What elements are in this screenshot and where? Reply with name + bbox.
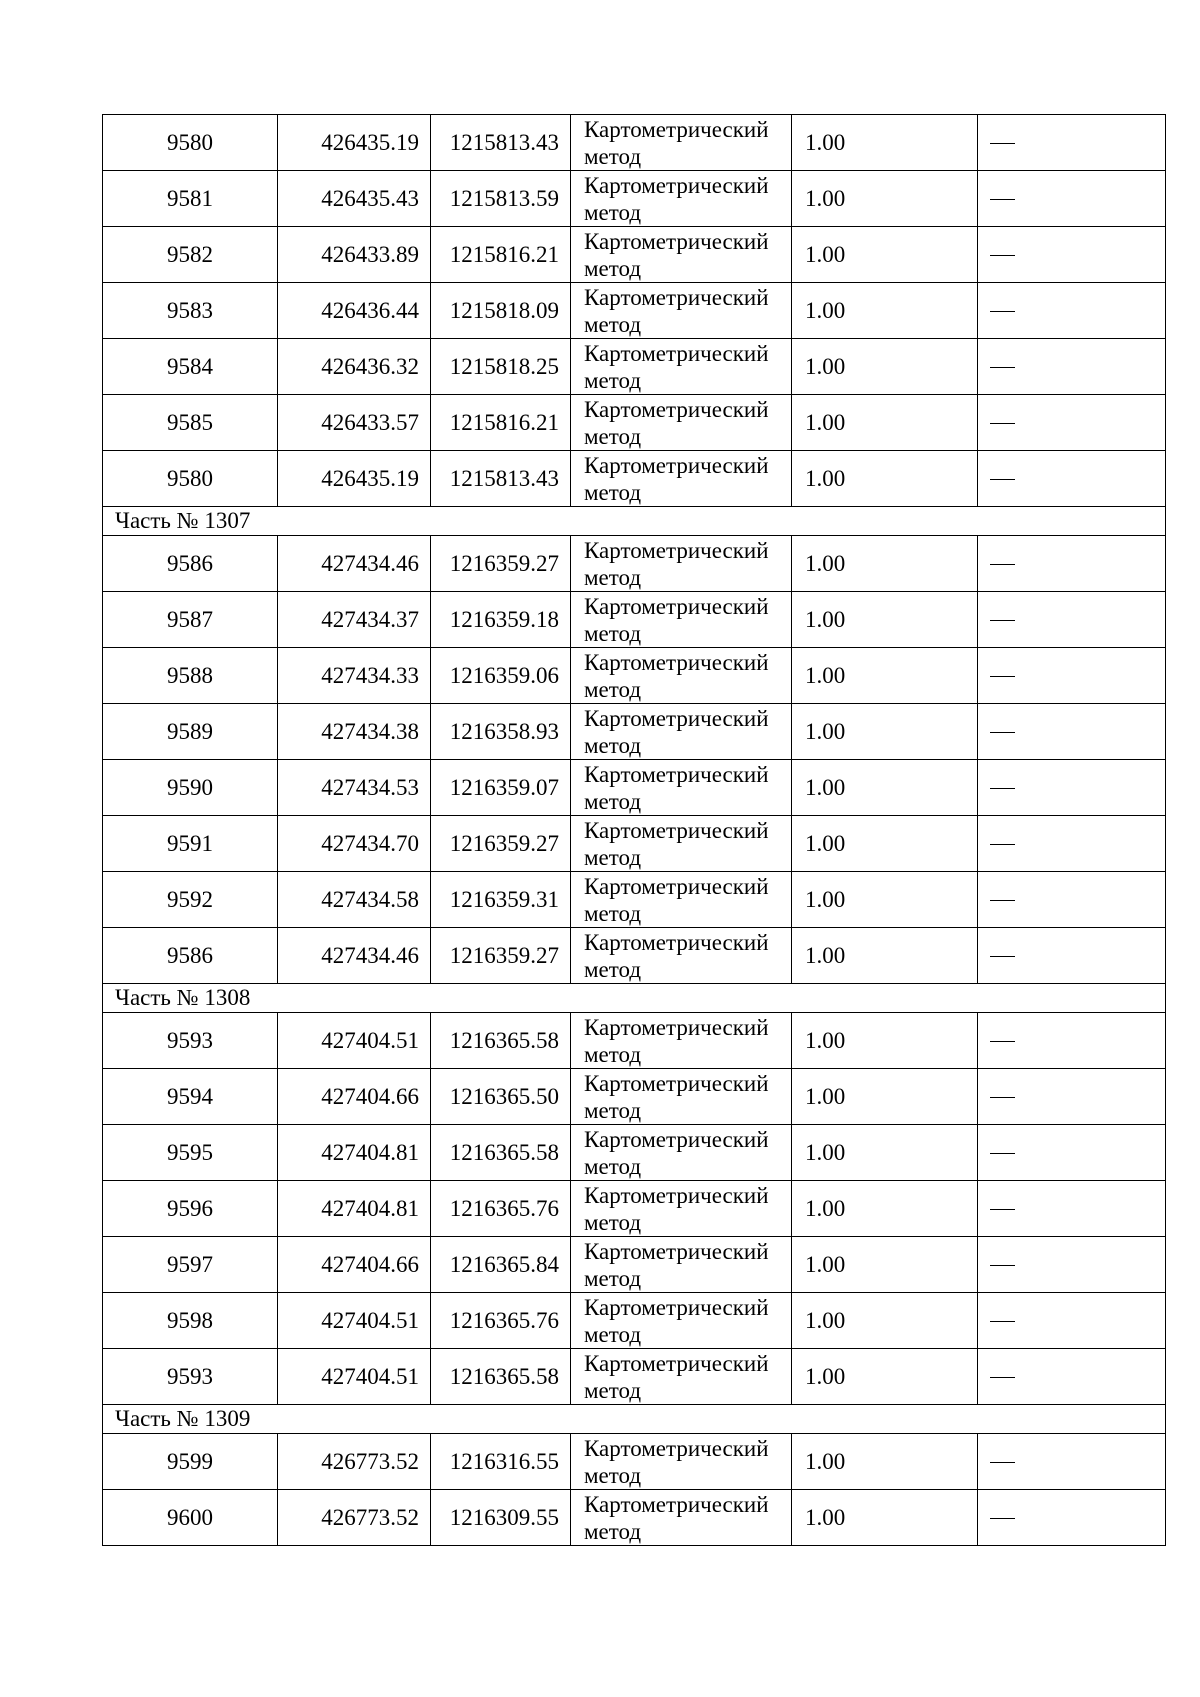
description-cell	[978, 395, 1166, 451]
x-coordinate-cell: 427434.46	[278, 536, 431, 592]
x-coordinate-cell: 427434.70	[278, 816, 431, 872]
method-label-line2: метод	[584, 1097, 642, 1123]
point-number-cell: 9590	[103, 760, 278, 816]
method-label-line1: Картометрический	[584, 1014, 769, 1040]
description-dash	[990, 1377, 1015, 1378]
method-cell	[571, 1349, 792, 1405]
description-cell	[978, 928, 1166, 984]
description-dash	[990, 255, 1015, 256]
description-cell	[978, 1293, 1166, 1349]
method-label-line1: Картометрический	[584, 1491, 769, 1517]
method-label-line2: метод	[584, 620, 642, 646]
method-label-line1: Картометрический	[584, 705, 769, 731]
description-cell	[978, 1490, 1166, 1546]
method-cell	[571, 115, 792, 171]
description-dash	[990, 1041, 1015, 1042]
point-number-cell: 9586	[103, 928, 278, 984]
y-coordinate-cell: 1215818.25	[431, 339, 571, 395]
point-number-cell: 9587	[103, 592, 278, 648]
description-cell	[978, 592, 1166, 648]
description-cell	[978, 283, 1166, 339]
method-label-line2: метод	[584, 1462, 642, 1488]
method-cell	[571, 648, 792, 704]
method-label-line2: метод	[584, 956, 642, 982]
description-dash	[990, 1518, 1015, 1519]
y-coordinate-cell: 1215813.43	[431, 451, 571, 507]
accuracy-cell: 1.00	[792, 816, 978, 872]
x-coordinate-cell: 427434.58	[278, 872, 431, 928]
x-coordinate-cell: 426773.52	[278, 1490, 431, 1546]
table-row	[103, 1434, 1166, 1490]
method-cell	[571, 283, 792, 339]
accuracy-cell: 1.00	[792, 1293, 978, 1349]
accuracy-cell: 1.00	[792, 227, 978, 283]
method-cell	[571, 1181, 792, 1237]
accuracy-cell: 1.00	[792, 115, 978, 171]
section-header-row	[103, 507, 1166, 536]
description-cell	[978, 1237, 1166, 1293]
x-coordinate-cell: 427434.53	[278, 760, 431, 816]
method-cell	[571, 227, 792, 283]
accuracy-cell: 1.00	[792, 451, 978, 507]
section-header-row	[103, 984, 1166, 1013]
method-cell	[571, 339, 792, 395]
method-label-line1: Картометрический	[584, 116, 769, 142]
method-label-line2: метод	[584, 255, 642, 281]
x-coordinate-cell: 427434.46	[278, 928, 431, 984]
description-cell	[978, 760, 1166, 816]
y-coordinate-cell: 1216359.27	[431, 536, 571, 592]
method-label-line2: метод	[584, 1377, 642, 1403]
table-row	[103, 395, 1166, 451]
method-label-line2: метод	[584, 676, 642, 702]
x-coordinate-cell: 427404.66	[278, 1237, 431, 1293]
method-label-line2: метод	[584, 844, 642, 870]
point-number-cell: 9595	[103, 1125, 278, 1181]
description-dash	[990, 367, 1015, 368]
description-dash	[990, 423, 1015, 424]
table-row	[103, 1069, 1166, 1125]
table-row	[103, 1293, 1166, 1349]
description-cell	[978, 536, 1166, 592]
point-number-cell: 9600	[103, 1490, 278, 1546]
method-cell	[571, 816, 792, 872]
description-cell	[978, 1013, 1166, 1069]
x-coordinate-cell: 427404.51	[278, 1293, 431, 1349]
x-coordinate-cell: 427404.51	[278, 1013, 431, 1069]
method-cell	[571, 1237, 792, 1293]
method-label-line2: метод	[584, 564, 642, 590]
description-dash	[990, 676, 1015, 677]
accuracy-cell: 1.00	[792, 760, 978, 816]
table-row	[103, 592, 1166, 648]
x-coordinate-cell: 426435.19	[278, 115, 431, 171]
point-number-cell: 9583	[103, 283, 278, 339]
method-label-line2: метод	[584, 1153, 642, 1179]
y-coordinate-cell: 1216365.58	[431, 1013, 571, 1069]
description-dash	[990, 956, 1015, 957]
y-coordinate-cell: 1216365.76	[431, 1293, 571, 1349]
accuracy-cell: 1.00	[792, 339, 978, 395]
method-label-line2: метод	[584, 423, 642, 449]
y-coordinate-cell: 1216365.76	[431, 1181, 571, 1237]
method-cell	[571, 536, 792, 592]
accuracy-cell: 1.00	[792, 648, 978, 704]
description-cell	[978, 1125, 1166, 1181]
accuracy-cell: 1.00	[792, 1490, 978, 1546]
method-label-line2: метод	[584, 900, 642, 926]
coordinates-table	[102, 114, 1166, 1546]
method-label-line1: Картометрический	[584, 396, 769, 422]
method-label-line2: метод	[584, 1321, 642, 1347]
point-number-cell: 9589	[103, 704, 278, 760]
method-cell	[571, 1434, 792, 1490]
table-row	[103, 339, 1166, 395]
point-number-cell: 9597	[103, 1237, 278, 1293]
method-label-line2: метод	[584, 1265, 642, 1291]
y-coordinate-cell: 1216365.58	[431, 1125, 571, 1181]
point-number-cell: 9594	[103, 1069, 278, 1125]
description-dash	[990, 199, 1015, 200]
table-row	[103, 816, 1166, 872]
description-cell	[978, 227, 1166, 283]
x-coordinate-cell: 427434.33	[278, 648, 431, 704]
point-number-cell: 9585	[103, 395, 278, 451]
table-row	[103, 648, 1166, 704]
method-cell	[571, 1293, 792, 1349]
accuracy-cell: 1.00	[792, 536, 978, 592]
y-coordinate-cell: 1215818.09	[431, 283, 571, 339]
y-coordinate-cell: 1215813.43	[431, 115, 571, 171]
method-label-line1: Картометрический	[584, 537, 769, 563]
method-cell	[571, 704, 792, 760]
accuracy-cell: 1.00	[792, 592, 978, 648]
x-coordinate-cell: 426436.44	[278, 283, 431, 339]
x-coordinate-cell: 427404.81	[278, 1181, 431, 1237]
description-dash	[990, 143, 1015, 144]
method-label-line1: Картометрический	[584, 929, 769, 955]
method-cell	[571, 1069, 792, 1125]
point-number-cell: 9584	[103, 339, 278, 395]
accuracy-cell: 1.00	[792, 1349, 978, 1405]
description-cell	[978, 1181, 1166, 1237]
x-coordinate-cell: 427404.66	[278, 1069, 431, 1125]
table-row	[103, 171, 1166, 227]
x-coordinate-cell: 426435.19	[278, 451, 431, 507]
description-dash	[990, 1321, 1015, 1322]
method-label-line2: метод	[584, 143, 642, 169]
description-dash	[990, 1209, 1015, 1210]
x-coordinate-cell: 426435.43	[278, 171, 431, 227]
accuracy-cell: 1.00	[792, 1434, 978, 1490]
description-dash	[990, 788, 1015, 789]
y-coordinate-cell: 1216358.93	[431, 704, 571, 760]
method-cell	[571, 171, 792, 227]
description-cell	[978, 1434, 1166, 1490]
table-row	[103, 1349, 1166, 1405]
method-label-line1: Картометрический	[584, 228, 769, 254]
point-number-cell: 9586	[103, 536, 278, 592]
point-number-cell: 9582	[103, 227, 278, 283]
description-cell	[978, 339, 1166, 395]
description-dash	[990, 732, 1015, 733]
method-label-line2: метод	[584, 199, 642, 225]
description-cell	[978, 816, 1166, 872]
x-coordinate-cell: 426773.52	[278, 1434, 431, 1490]
y-coordinate-cell: 1216359.31	[431, 872, 571, 928]
description-dash	[990, 564, 1015, 565]
y-coordinate-cell: 1216365.84	[431, 1237, 571, 1293]
accuracy-cell: 1.00	[792, 704, 978, 760]
method-label-line2: метод	[584, 479, 642, 505]
y-coordinate-cell: 1216316.55	[431, 1434, 571, 1490]
y-coordinate-cell: 1216359.06	[431, 648, 571, 704]
description-cell	[978, 1069, 1166, 1125]
y-coordinate-cell: 1216359.18	[431, 592, 571, 648]
method-label-line1: Картометрический	[584, 1435, 769, 1461]
method-label-line2: метод	[584, 788, 642, 814]
method-label-line1: Картометрический	[584, 1126, 769, 1152]
y-coordinate-cell: 1216365.50	[431, 1069, 571, 1125]
table-row	[103, 1181, 1166, 1237]
method-cell	[571, 1490, 792, 1546]
method-label-line1: Картометрический	[584, 817, 769, 843]
point-number-cell: 9593	[103, 1349, 278, 1405]
point-number-cell: 9580	[103, 451, 278, 507]
method-label-line1: Картометрический	[584, 452, 769, 478]
point-number-cell: 9591	[103, 816, 278, 872]
y-coordinate-cell: 1215813.59	[431, 171, 571, 227]
method-label-line1: Картометрический	[584, 284, 769, 310]
point-number-cell: 9593	[103, 1013, 278, 1069]
method-label-line1: Картометрический	[584, 761, 769, 787]
description-dash	[990, 1153, 1015, 1154]
method-cell	[571, 872, 792, 928]
accuracy-cell: 1.00	[792, 1069, 978, 1125]
accuracy-cell: 1.00	[792, 1013, 978, 1069]
method-cell	[571, 592, 792, 648]
description-dash	[990, 620, 1015, 621]
x-coordinate-cell: 426436.32	[278, 339, 431, 395]
method-cell	[571, 1125, 792, 1181]
section-label: Часть № 1308	[103, 984, 1166, 1013]
description-cell	[978, 1349, 1166, 1405]
method-label-line1: Картометрический	[584, 1238, 769, 1264]
description-cell	[978, 115, 1166, 171]
method-cell	[571, 451, 792, 507]
x-coordinate-cell: 427404.81	[278, 1125, 431, 1181]
accuracy-cell: 1.00	[792, 171, 978, 227]
description-dash	[990, 479, 1015, 480]
point-number-cell: 9592	[103, 872, 278, 928]
x-coordinate-cell: 426433.89	[278, 227, 431, 283]
method-label-line1: Картометрический	[584, 593, 769, 619]
y-coordinate-cell: 1216365.58	[431, 1349, 571, 1405]
method-cell	[571, 760, 792, 816]
table-row	[103, 536, 1166, 592]
description-cell	[978, 648, 1166, 704]
method-label-line1: Картометрический	[584, 1294, 769, 1320]
point-number-cell: 9596	[103, 1181, 278, 1237]
method-cell	[571, 928, 792, 984]
table-row	[103, 872, 1166, 928]
y-coordinate-cell: 1215816.21	[431, 395, 571, 451]
y-coordinate-cell: 1216309.55	[431, 1490, 571, 1546]
accuracy-cell: 1.00	[792, 872, 978, 928]
x-coordinate-cell: 426433.57	[278, 395, 431, 451]
method-label-line1: Картометрический	[584, 340, 769, 366]
description-cell	[978, 451, 1166, 507]
table-row	[103, 928, 1166, 984]
method-cell	[571, 1013, 792, 1069]
method-label-line2: метод	[584, 1518, 642, 1544]
method-label-line1: Картометрический	[584, 873, 769, 899]
method-label-line2: метод	[584, 1041, 642, 1067]
y-coordinate-cell: 1216359.27	[431, 928, 571, 984]
accuracy-cell: 1.00	[792, 1237, 978, 1293]
point-number-cell: 9599	[103, 1434, 278, 1490]
description-cell	[978, 872, 1166, 928]
method-label-line1: Картометрический	[584, 1182, 769, 1208]
table-row	[103, 115, 1166, 171]
x-coordinate-cell: 427434.37	[278, 592, 431, 648]
x-coordinate-cell: 427434.38	[278, 704, 431, 760]
point-number-cell: 9588	[103, 648, 278, 704]
table-row	[103, 1013, 1166, 1069]
y-coordinate-cell: 1216359.27	[431, 816, 571, 872]
accuracy-cell: 1.00	[792, 283, 978, 339]
method-cell	[571, 395, 792, 451]
table-row	[103, 760, 1166, 816]
method-label-line2: метод	[584, 732, 642, 758]
point-number-cell: 9598	[103, 1293, 278, 1349]
method-label-line1: Картометрический	[584, 172, 769, 198]
point-number-cell: 9580	[103, 115, 278, 171]
description-dash	[990, 311, 1015, 312]
method-label-line1: Картометрический	[584, 1070, 769, 1096]
section-header-row	[103, 1405, 1166, 1434]
table-row	[103, 451, 1166, 507]
table-row	[103, 227, 1166, 283]
description-dash	[990, 900, 1015, 901]
table-row	[103, 1490, 1166, 1546]
accuracy-cell: 1.00	[792, 1125, 978, 1181]
y-coordinate-cell: 1216359.07	[431, 760, 571, 816]
description-dash	[990, 1265, 1015, 1266]
point-number-cell: 9581	[103, 171, 278, 227]
table-row	[103, 704, 1166, 760]
table-body	[103, 115, 1166, 1546]
section-label: Часть № 1309	[103, 1405, 1166, 1434]
description-cell	[978, 171, 1166, 227]
y-coordinate-cell: 1215816.21	[431, 227, 571, 283]
method-label-line1: Картометрический	[584, 1350, 769, 1376]
description-cell	[978, 704, 1166, 760]
method-label-line2: метод	[584, 1209, 642, 1235]
method-label-line1: Картометрический	[584, 649, 769, 675]
accuracy-cell: 1.00	[792, 395, 978, 451]
accuracy-cell: 1.00	[792, 928, 978, 984]
table-row	[103, 1125, 1166, 1181]
method-label-line2: метод	[584, 367, 642, 393]
table-row	[103, 283, 1166, 339]
section-label: Часть № 1307	[103, 507, 1166, 536]
description-dash	[990, 1097, 1015, 1098]
method-label-line2: метод	[584, 311, 642, 337]
x-coordinate-cell: 427404.51	[278, 1349, 431, 1405]
accuracy-cell: 1.00	[792, 1181, 978, 1237]
description-dash	[990, 844, 1015, 845]
description-dash	[990, 1462, 1015, 1463]
table-row	[103, 1237, 1166, 1293]
